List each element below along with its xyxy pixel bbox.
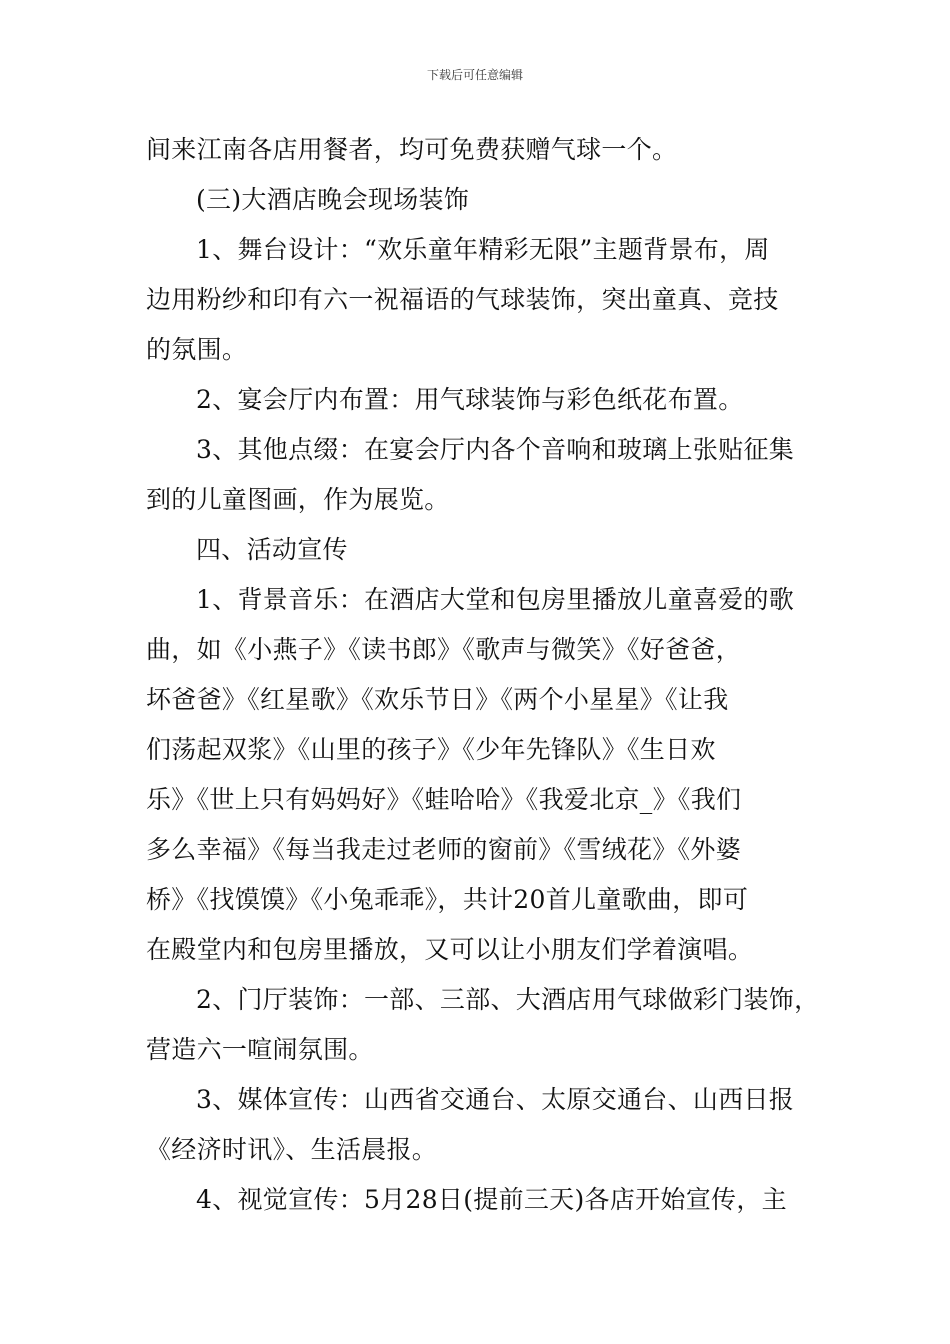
text-line: 1、背景音乐：在酒店大堂和包房里播放儿童喜爱的歌	[196, 585, 795, 614]
text-line: 2、门厅装饰：一部、三部、大酒店用气球做彩门装饰，	[196, 985, 820, 1014]
text-line: 3、媒体宣传：山西省交通台、太原交通台、山西日报	[196, 1085, 795, 1114]
text-line: 到的儿童图画，作为展览。	[146, 485, 450, 514]
text-line: 2、宴会厅内布置：用气球装饰与彩色纸花布置。	[196, 385, 744, 414]
text-line: 营造六一喧闹氛围。	[146, 1035, 374, 1064]
text-line: 间来江南各店用餐者，均可免费获赠气球一个。	[146, 135, 678, 164]
text-line: 3、其他点缀：在宴会厅内各个音响和玻璃上张贴征集	[196, 435, 795, 464]
text-line: 《经济时讯》、生活晨报。	[146, 1135, 438, 1164]
text-line: 乐》《世上只有妈妈好》《蛙哈哈》《我爱北京_》《我们	[146, 785, 742, 814]
text-line: 4、视觉宣传：5月28日(提前三天)各店开始宣传，主	[196, 1185, 787, 1214]
page-header: 下载后可任意编辑	[426, 68, 523, 82]
text-line: 桥》《找馍馍》《小兔乖乖》，共计20首儿童歌曲，即可	[146, 885, 749, 914]
text-line: 1、舞台设计：“欢乐童年精彩无限”主题背景布，周	[196, 235, 770, 264]
text-line: 们荡起双浆》《山里的孩子》《少年先锋队》《生日欢	[146, 735, 716, 764]
text-line: 边用粉纱和印有六一祝福语的气球装饰，突出童真、竞技	[146, 285, 779, 314]
section-heading: (三)大酒店晚会现场装饰	[196, 185, 470, 214]
text-line: 坏爸爸》《红星歌》《欢乐节日》《两个小星星》《让我	[146, 685, 729, 714]
text-line: 在殿堂内和包房里播放，又可以让小朋友们学着演唱。	[146, 935, 754, 964]
section-heading: 四、活动宣传	[196, 535, 348, 564]
text-line: 的氛围。	[146, 335, 248, 364]
text-line: 多么幸福》《每当我走过老师的窗前》《雪绒花》《外婆	[146, 835, 742, 864]
text-line: 曲，如《小燕子》《读书郎》《歌声与微笑》《好爸爸，	[146, 635, 742, 664]
